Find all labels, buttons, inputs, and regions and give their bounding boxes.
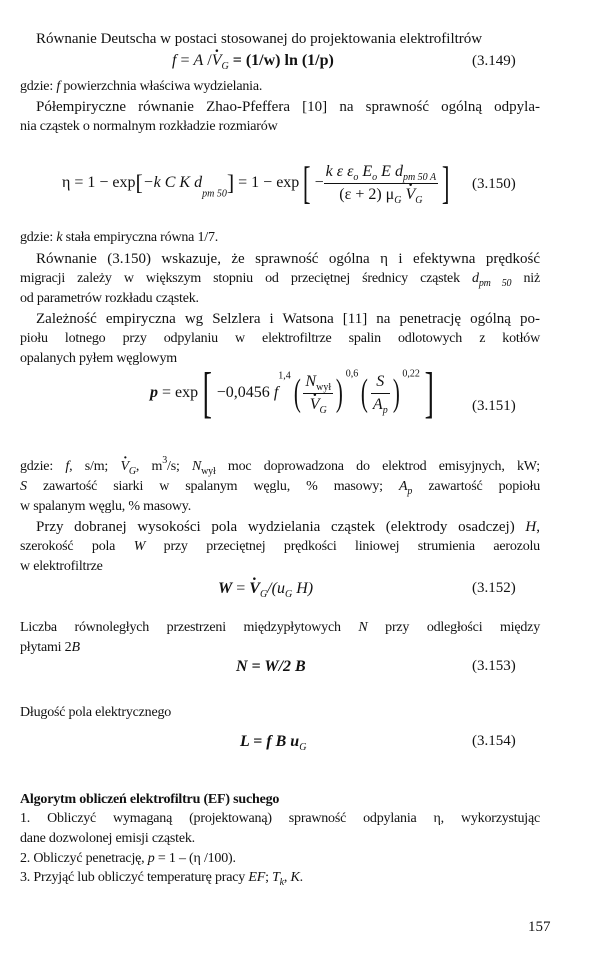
var-a: A	[399, 479, 408, 494]
equation-number-3-154: (3.154)	[472, 733, 516, 749]
eq-sub-g: G	[221, 61, 229, 72]
definition-units-line3: w spalanym węglu, % masowy.	[20, 499, 191, 514]
den-sub-g: G	[319, 404, 327, 416]
text-a: zawartość siarki w spalanym węglu, % masowy;	[26, 479, 400, 494]
text-a: 3. Przyjąć lub obliczyć temperaturę pracy	[20, 870, 249, 885]
num-sub3: pm 50 A	[402, 171, 437, 183]
numerator	[303, 373, 333, 394]
eq-slash: /	[203, 52, 212, 69]
eq-var-v: · V	[212, 52, 222, 69]
sub-g: G	[128, 466, 136, 477]
eq-inner: −k C K d	[142, 174, 203, 191]
den-sub2: G	[415, 194, 423, 206]
var-k: k	[56, 230, 63, 245]
big-bracket-close: ]	[441, 157, 450, 208]
sub-k: k	[279, 877, 284, 888]
sub-wyl: wył	[201, 466, 216, 477]
var-w: W	[133, 539, 146, 554]
big-bracket-open: [	[303, 157, 311, 208]
equation-number-3-151: (3.151)	[472, 398, 516, 414]
paragraph-field-length: Długość pola elektrycznego	[20, 705, 172, 720]
paragraph-eq-discussion-line3: od parametrów rozkładu cząstek.	[20, 291, 199, 306]
var-ef: EF	[248, 870, 266, 885]
var-f: f	[56, 79, 61, 94]
equation-3-154	[240, 733, 306, 751]
equation-number-3-153: (3.153)	[472, 658, 516, 674]
num-n: N	[305, 372, 317, 390]
text-d: .	[299, 870, 303, 885]
text-b: , s/m;	[69, 459, 121, 474]
definition-text: powierzchnia właściwa wydzielania.	[60, 79, 263, 94]
big-bracket-open: [	[202, 362, 213, 424]
eq-equals: =	[232, 580, 250, 597]
text-a: płytami 2	[20, 640, 72, 655]
eq-equals: =	[176, 52, 194, 69]
equation-3-153	[236, 658, 306, 676]
paragraph-field-width-line1	[36, 518, 540, 536]
var-v: · V	[120, 459, 128, 474]
den-a: (ε + 2) μ	[339, 185, 395, 203]
text-b: przy odległości między	[367, 620, 540, 635]
step-1-line2: dane dozwolonej emisji cząstek.	[20, 831, 195, 846]
var-n: N	[358, 620, 368, 635]
fraction	[324, 163, 438, 204]
paragraph-field-width-line2	[20, 538, 540, 556]
paren-close: )	[335, 372, 343, 414]
paren-open-2: (	[361, 372, 369, 414]
sub-p: p	[407, 486, 413, 497]
num-a: k ε ε	[325, 162, 354, 180]
paragraph-selzler-line3: opalanych pyłem węglowym	[20, 351, 177, 366]
paren-open: (	[293, 372, 301, 414]
text-a: szerokość pola	[20, 539, 134, 554]
fraction-s-a	[371, 373, 390, 414]
denominator	[371, 394, 390, 414]
eq-var-f: f	[172, 52, 177, 69]
den-v: · V	[310, 396, 320, 413]
eq-lhs: η = 1 − exp	[62, 174, 136, 191]
big-bracket-close: ]	[424, 362, 434, 424]
exponent-1: 0,6	[345, 368, 359, 380]
paragraph-zhao-line1: Półempiryczne równanie Zhao-Pfeffera [10] na sprawność ogólną odpyla-	[36, 99, 540, 115]
eq-rhs-b: H)	[292, 580, 314, 597]
sub-pm50: pm 50	[478, 278, 512, 289]
eq-sub-g: G	[259, 589, 268, 600]
paragraph-field-width-line3: w elektrofiltrze	[20, 559, 103, 574]
equation-number-3-150: (3.150)	[472, 176, 516, 192]
paragraph-eq-discussion-line1: Równanie (3.150) wskazuje, że sprawność ogólna η i efektywna prędkość	[36, 251, 540, 267]
step-2	[20, 850, 540, 868]
paragraph-eq-discussion-line2	[20, 270, 540, 288]
den-sub-p: p	[382, 404, 388, 416]
text-b: niż	[511, 271, 540, 286]
paragraph-plates-line2	[20, 639, 540, 657]
text-b: przy przeciętnej prędkości liniowej strumienia aerozolu	[145, 539, 540, 554]
eq-rhs: = (1/w) ln (1/p)	[228, 52, 334, 69]
num-sub1: o	[353, 171, 359, 183]
eq-minus: −	[314, 174, 324, 191]
num-s: S	[376, 372, 385, 390]
eq-var-v: · V	[249, 580, 260, 597]
equation-3-150	[62, 157, 453, 208]
num-c: E d	[377, 162, 403, 180]
definition-units-line2	[20, 478, 540, 496]
var-t: T	[272, 870, 280, 885]
eq-var-p: p	[150, 384, 158, 401]
den-a: A	[372, 395, 383, 413]
den-v: · V	[405, 186, 415, 203]
text-d: /s;	[167, 459, 193, 474]
numerator	[371, 373, 390, 394]
gdzie-label: gdzie:	[20, 459, 66, 474]
eq-rhs-a: /(u	[267, 580, 285, 597]
text-c: , m	[135, 459, 163, 474]
text-e: moc doprowadzona do elektrod emisyjnych, kW;	[215, 459, 540, 474]
text-a: 2. Obliczyć penetrację,	[20, 851, 148, 866]
var-s: S	[20, 479, 27, 494]
text-c: ,	[283, 870, 291, 885]
equation-number-3-149: (3.149)	[472, 53, 516, 69]
text-b: ,	[536, 519, 540, 535]
gdzie-label: gdzie:	[20, 230, 57, 245]
paragraph-selzler-line2: piołu lotnego przy odpylaniu w elektrofiltrze spalin odlotowych z kotłów	[20, 331, 540, 346]
denominator	[324, 184, 438, 204]
text-b: zawartość popiołu	[412, 479, 540, 494]
paragraph-zhao-line2: nia cząstek o normalnym rozkładzie rozmiarów	[20, 119, 278, 134]
paragraph-deutsch-intro: Równanie Deutscha w postaci stosowanej do projektowania elektrofiltrów	[36, 31, 483, 47]
text-a: Przy dobranej wysokości pola wydzielania cząstek (elektrody osadczej)	[36, 519, 526, 535]
equation-3-152	[218, 580, 313, 598]
bracket-open: [	[135, 170, 143, 195]
var-n: N	[192, 459, 202, 474]
exponent-2: 0,22	[402, 368, 420, 380]
num-sub-wyl: wył	[316, 381, 332, 393]
paragraph-plates-line1	[20, 619, 540, 637]
bracket-close: ]	[226, 170, 235, 195]
equation-number-3-152: (3.152)	[472, 580, 516, 596]
step-1-line1: 1. Obliczyć wymaganą (projektowaną) sprawność odpylania η, wykorzystując	[20, 811, 540, 826]
var-p: p	[147, 851, 155, 866]
var-h: H	[525, 519, 537, 535]
eq-sub-pm50: pm 50	[202, 188, 227, 200]
var-d: d	[472, 271, 479, 286]
den-sub1: G	[394, 194, 402, 206]
numerator	[324, 163, 438, 184]
eq-text: N = W/2 B	[236, 658, 306, 675]
definition-units-line1	[20, 455, 540, 477]
definition-f	[20, 78, 540, 96]
eq-sub-g: G	[299, 742, 307, 753]
text-b: ;	[265, 870, 273, 885]
gdzie-label: gdzie:	[20, 79, 57, 94]
eq-sub-g2: G	[284, 589, 293, 600]
eq-var-f: f	[273, 384, 279, 401]
num-b: E	[358, 162, 373, 180]
text-b: = 1 – (η /100).	[154, 851, 236, 866]
sup-3: 3	[162, 455, 168, 466]
text-a: migracji zależy w większym stopniu od przeciętnej średnicy cząstek	[20, 271, 472, 286]
equation-3-149	[172, 52, 334, 70]
definition-k	[20, 229, 540, 247]
section-heading: Algorytm obliczeń elektrofiltru (EF) suchego	[20, 792, 280, 807]
eq-var-w: W	[218, 580, 233, 597]
eq-exp: = exp	[158, 384, 199, 401]
var-k: K	[290, 870, 300, 885]
step-3	[20, 869, 540, 887]
num-sub2: o	[372, 171, 378, 183]
fraction-n-v	[303, 373, 333, 414]
text-a: Liczba równoległych przestrzeni międzypłytowych	[20, 620, 359, 635]
page-number: 157	[528, 919, 551, 935]
equation-3-151	[150, 362, 439, 424]
eq-mid: = 1 − exp	[234, 174, 300, 191]
eq-coef: −0,0456	[216, 384, 274, 401]
paren-close-2: )	[392, 372, 400, 414]
eq-var-a: A	[193, 52, 204, 69]
eq-sup-f: 1,4	[278, 370, 291, 382]
eq-text: L = f B u	[240, 733, 300, 750]
denominator	[303, 394, 333, 414]
paragraph-selzler-line1: Zależność empiryczna wg Selzlera i Watsona [11] na penetrację ogólną po-	[36, 311, 540, 327]
var-b: B	[71, 640, 80, 655]
var-f: f	[65, 459, 70, 474]
definition-text: stała empiryczna równa 1/7.	[62, 230, 219, 245]
